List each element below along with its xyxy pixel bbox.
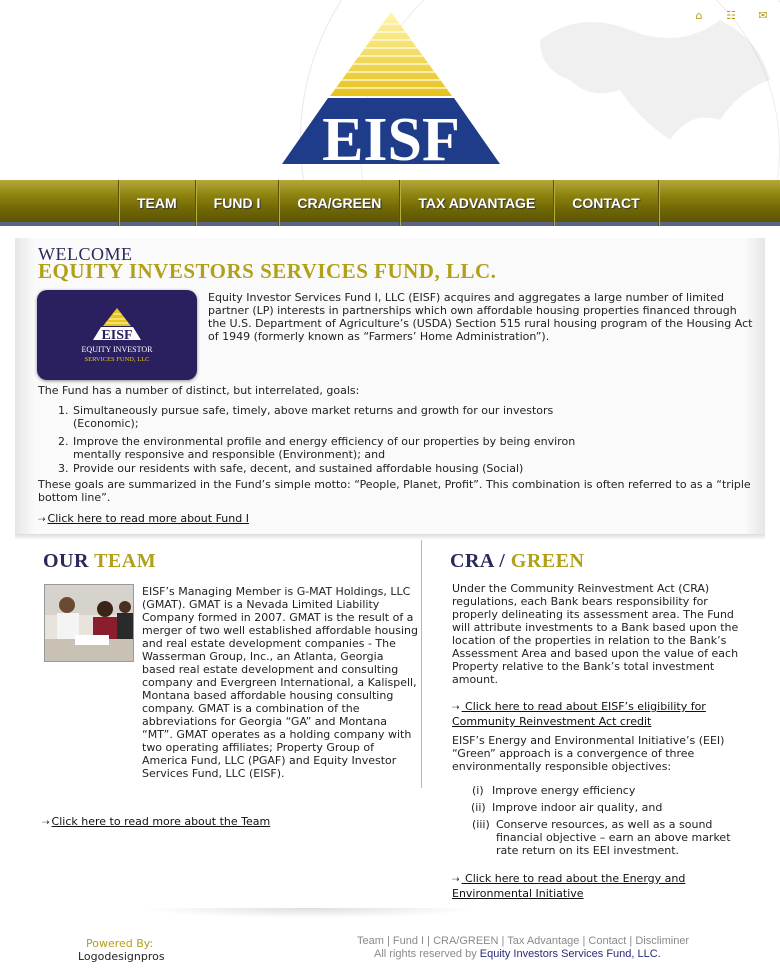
fund-logo-line2: SERVICES FUND, LLC bbox=[84, 356, 150, 363]
list-item bbox=[38, 462, 738, 475]
footer-link-disclaimer[interactable]: Discliminer bbox=[635, 935, 690, 947]
goal-text-cont: (Economic); bbox=[73, 417, 139, 430]
nav-team[interactable]: TEAM bbox=[118, 180, 195, 226]
list-number: (iii) bbox=[472, 818, 490, 831]
objective-text: Improve indoor air quality, and bbox=[492, 801, 663, 814]
home-icon[interactable]: ⌂ bbox=[695, 9, 703, 22]
team-section-title bbox=[43, 550, 157, 572]
list-number: (i) bbox=[472, 784, 484, 797]
list-item bbox=[452, 784, 752, 797]
title-part: OUR bbox=[43, 550, 95, 572]
title-part: GREEN bbox=[510, 550, 585, 572]
welcome-title: WELCOME bbox=[38, 244, 133, 264]
top-icons bbox=[692, 10, 770, 22]
read-more-fund-i-link[interactable]: Click here to read more about Fund I bbox=[47, 512, 249, 525]
eei-link[interactable]: Click here to read about the Energy and Environmental Initiative bbox=[452, 872, 686, 900]
arrow-icon: ⇢ bbox=[38, 515, 46, 525]
nav-fund-i[interactable]: FUND I bbox=[195, 180, 279, 226]
main-nav bbox=[0, 180, 780, 226]
list-number: 3. bbox=[58, 462, 69, 475]
logo-text: EISF bbox=[322, 106, 460, 166]
mail-icon[interactable]: ✉ bbox=[758, 9, 768, 22]
green-text: EISF’s Energy and Environmental Initiative’s (EEI) “Green” approach is a convergence of three environmentally responsible objectives: bbox=[452, 734, 725, 773]
nav-tax-advantage[interactable]: TAX ADVANTAGE bbox=[399, 180, 553, 226]
goal-text: Provide our residents with safe, decent, and sustained affordable housing (Social) bbox=[73, 462, 524, 475]
powered-by-name[interactable]: Logodesignpros bbox=[78, 950, 165, 963]
fund-logo-mark: EISF bbox=[101, 328, 133, 343]
team-text: EISF’s Managing Member is G-MAT Holdings, LLC (GMAT). GMAT is a Nevada Limited Liability Company formed in 2007. GMAT is the result of a merger of two well established affordable housing and real estate development companies - The Wasserman Group, Inc., an Atlanta, Georgia based real estate development and consulting company and Evergreen International, a Kalispell, Montana based affordable housing consulting company. GMAT is a combination of the abbreviations for Georgia “GA” and Montana “MT”. GMAT operates as a holding company with two operating affiliates; Property Group of America Fund, LLC (PGAF) and Equity Investor Services Fund, LLC (EISF). bbox=[142, 585, 419, 780]
footer-links: Team | Fund I | CRA/GREEN | Tax Advantage | Contact | Discliminer bbox=[357, 935, 690, 947]
objective-text: Improve energy efficiency bbox=[492, 784, 636, 797]
list-item bbox=[38, 435, 738, 461]
cra-link-row bbox=[452, 700, 762, 728]
goals-list bbox=[38, 404, 738, 476]
footer-link-contact[interactable]: Contact bbox=[588, 935, 627, 947]
goal-text: Improve the environmental profile and energy efficiency of our properties by being environ bbox=[73, 435, 576, 448]
goals-summary: These goals are summarized in the Fund’s simple motto: “People, Planet, Profit”. This combination is often referred to as a “triple bottom line”. bbox=[38, 478, 751, 504]
copyright-prefix: All rights reserved by bbox=[374, 948, 480, 960]
read-more-team-link[interactable]: Click here to read more about the Team bbox=[51, 815, 271, 828]
list-number: 2. bbox=[58, 435, 69, 448]
footer-link-tax-advantage[interactable]: Tax Advantage bbox=[507, 935, 580, 947]
objective-text: Conserve resources, as well as a sound financial objective – earn an above market rate return on its EEI investment. bbox=[496, 818, 731, 857]
team-photo bbox=[44, 584, 134, 662]
footer-link-fund-i[interactable]: Fund I bbox=[392, 935, 425, 947]
list-item bbox=[38, 404, 738, 430]
powered-by-label: Powered By: bbox=[86, 937, 154, 950]
list-number: 1. bbox=[58, 404, 69, 417]
goals-heading: The Fund has a number of distinct, but interrelated, goals: bbox=[38, 384, 360, 397]
cra-text: Under the Community Reinvestment Act (CRA) regulations, each Bank bears responsibility for properly delineating its assessment area. The Fund will attribute investments to a Bank based upon the location of the properties in relation to the Bank’s Assessment Area and based upon the value of each Property relative to the Bank’s total investment amount. bbox=[452, 582, 739, 686]
eei-link-row bbox=[452, 872, 762, 900]
welcome-intro: Equity Investor Services Fund I, LLC (EISF) acquires and aggregates a large number of limited partner (LP) interests in partnerships which own affordable housing properties financed through the U.S. Department of Agriculture’s (USDA) Section 515 rural housing program of the Housing Act of 1949 (formerly known as “Farmers’ Home Administration”). bbox=[208, 291, 753, 343]
footer-link-cra-green[interactable]: CRA/GREEN bbox=[433, 935, 499, 947]
goal-text-cont: mentally responsive and responsible (Environment); and bbox=[73, 448, 386, 461]
list-number: (ii) bbox=[471, 801, 486, 814]
welcome-section bbox=[15, 238, 765, 534]
objectives-list bbox=[452, 784, 752, 861]
header bbox=[0, 0, 780, 180]
fund-logo-line1: EQUITY INVESTOR bbox=[81, 345, 153, 354]
arrow-icon: ⇢ bbox=[452, 703, 460, 713]
company-title: EQUITY INVESTORS SERVICES FUND, LLC. bbox=[38, 259, 497, 283]
goal-text: Simultaneously pursue safe, timely, above market returns and growth for our investors bbox=[73, 404, 554, 417]
fund-logo bbox=[37, 290, 197, 380]
cra-eligibility-link[interactable]: Click here to read about EISF’s eligibility for Community Reinvestment Act credit bbox=[452, 700, 706, 728]
nav-contact[interactable]: CONTACT bbox=[553, 180, 658, 226]
arrow-icon: ⇢ bbox=[42, 818, 50, 828]
section-divider bbox=[15, 534, 765, 540]
title-part: CRA / bbox=[450, 550, 511, 572]
copyright bbox=[374, 948, 661, 961]
eisf-logo bbox=[282, 12, 500, 166]
sitemap-icon[interactable]: ☷ bbox=[726, 9, 736, 22]
title-part: TEAM bbox=[94, 550, 157, 572]
fund-i-link-row bbox=[38, 512, 249, 527]
nav-cra-green[interactable]: CRA/GREEN bbox=[278, 180, 399, 226]
world-map-graphic bbox=[520, 0, 780, 180]
list-item bbox=[452, 818, 752, 857]
team-link-row bbox=[42, 815, 270, 830]
cra-section-title bbox=[450, 550, 585, 572]
column-divider bbox=[421, 540, 422, 788]
footer-link-team[interactable]: Team bbox=[357, 935, 384, 947]
arrow-icon: ⇢ bbox=[452, 875, 460, 885]
copyright-company[interactable]: Equity Investors Services Fund, LLC. bbox=[479, 948, 661, 960]
footer-shadow bbox=[140, 908, 480, 918]
list-item bbox=[452, 801, 752, 814]
